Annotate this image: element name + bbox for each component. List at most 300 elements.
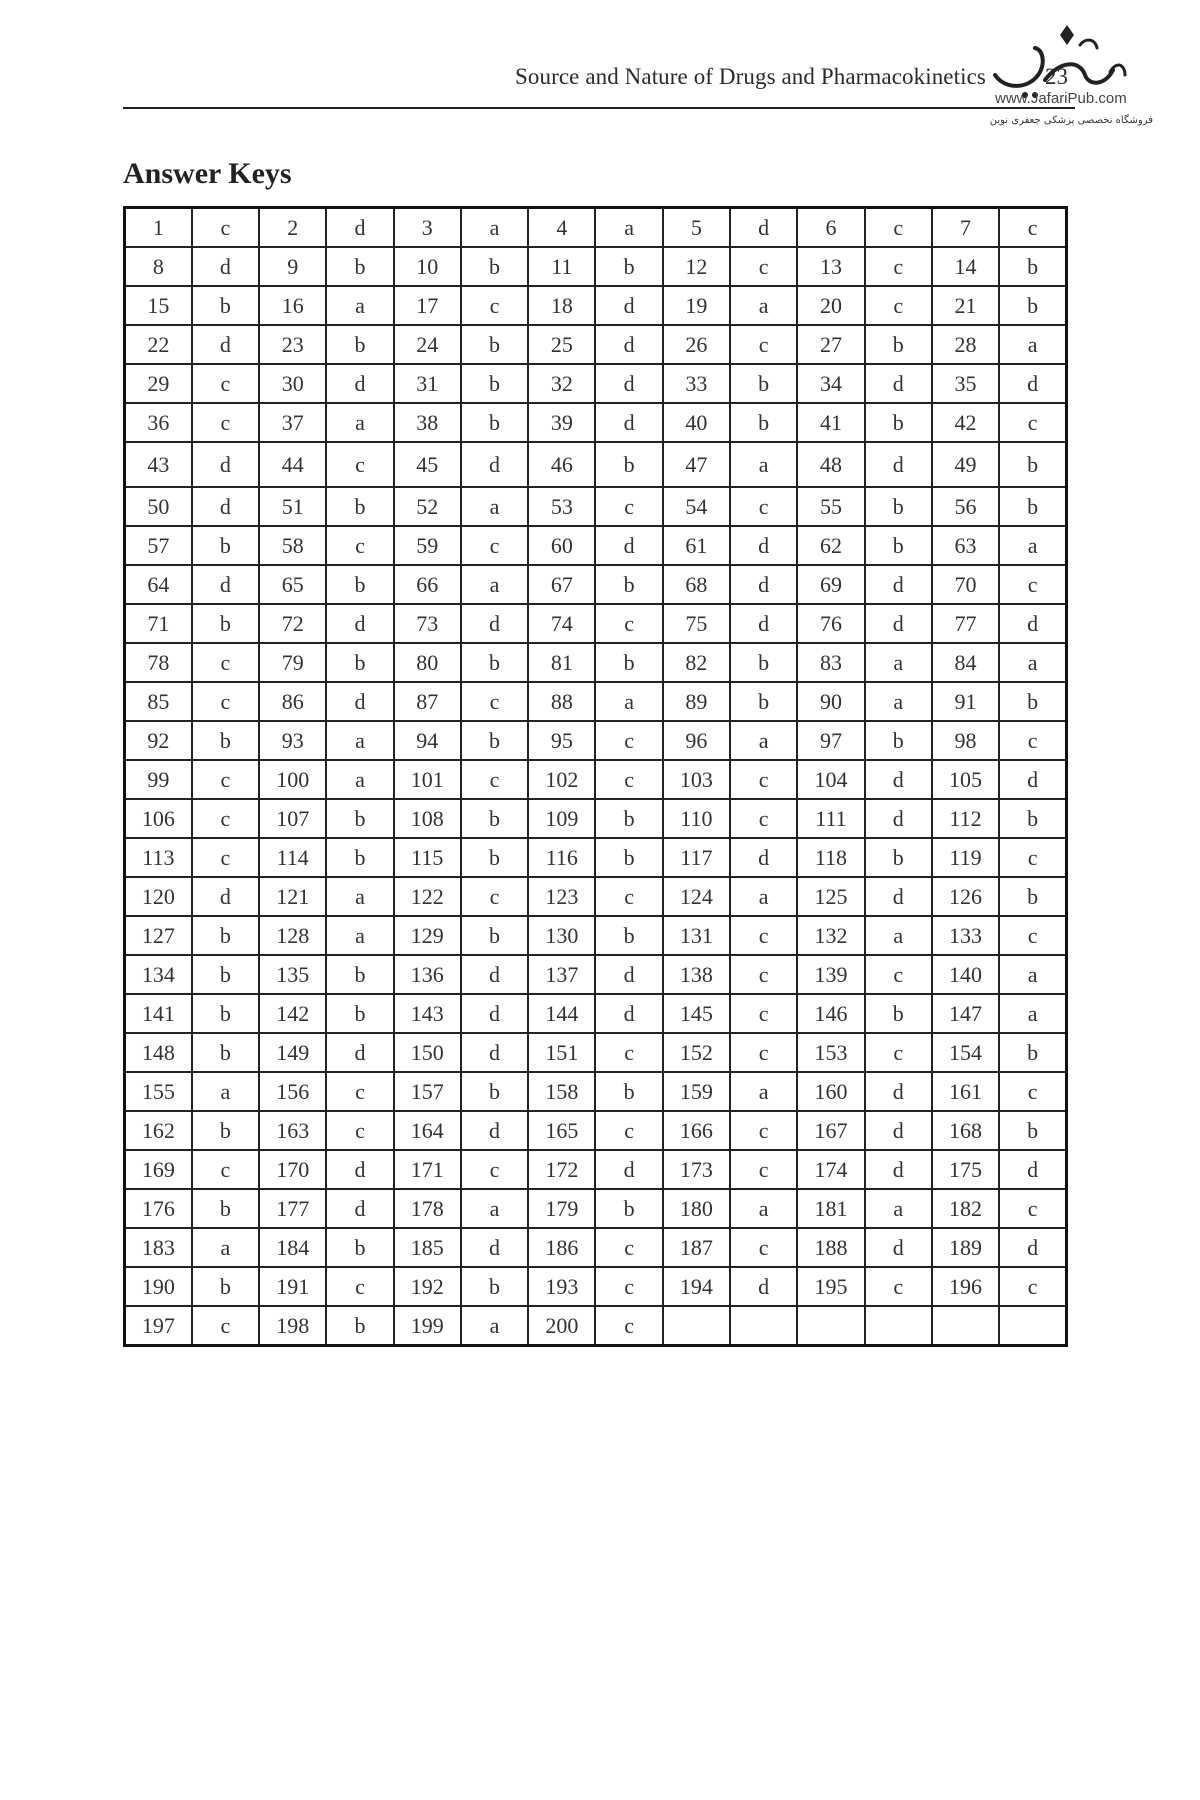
answer-letter: b (865, 994, 932, 1033)
answer-letter: d (865, 799, 932, 838)
question-number: 7 (932, 208, 999, 248)
answer-letter: d (461, 442, 528, 487)
question-number: 36 (125, 403, 192, 442)
answer-letter: c (461, 760, 528, 799)
answer-letter: c (730, 799, 797, 838)
answer-letter: d (326, 604, 393, 643)
answer-letter: a (461, 1189, 528, 1228)
answer-letter: b (999, 1033, 1066, 1072)
question-number: 33 (663, 364, 730, 403)
answer-letter: d (730, 1267, 797, 1306)
answer-letter: c (326, 1111, 393, 1150)
question-number: 101 (394, 760, 461, 799)
answer-letter: a (865, 916, 932, 955)
answer-letter: d (326, 1033, 393, 1072)
answer-letter: a (730, 877, 797, 916)
question-number: 17 (394, 286, 461, 325)
answer-row (125, 799, 1067, 838)
question-number: 119 (932, 838, 999, 877)
answer-letter: b (192, 1189, 259, 1228)
answer-letter: a (192, 1072, 259, 1111)
running-head: Source and Nature of Drugs and Pharmacokinetics (515, 64, 986, 89)
question-number: 61 (663, 526, 730, 565)
question-number: 142 (259, 994, 326, 1033)
answer-letter: d (730, 604, 797, 643)
answer-letter: a (730, 721, 797, 760)
answer-row (125, 760, 1067, 799)
question-number: 187 (663, 1228, 730, 1267)
answer-letter: d (865, 1072, 932, 1111)
question-number: 131 (663, 916, 730, 955)
answer-letter: b (192, 526, 259, 565)
question-number: 50 (125, 487, 192, 526)
answer-letter: b (865, 403, 932, 442)
answer-letter: c (595, 760, 662, 799)
question-number: 138 (663, 955, 730, 994)
question-number: 193 (528, 1267, 595, 1306)
answer-letter: a (730, 442, 797, 487)
answer-letter: c (461, 877, 528, 916)
question-number: 39 (528, 403, 595, 442)
question-number: 54 (663, 487, 730, 526)
answer-letter: c (730, 247, 797, 286)
answer-letter: b (999, 247, 1066, 286)
question-number: 168 (932, 1111, 999, 1150)
answer-letter: d (730, 208, 797, 248)
answer-letter: d (326, 364, 393, 403)
question-number: 133 (932, 916, 999, 955)
answer-letter: c (595, 721, 662, 760)
question-number: 196 (932, 1267, 999, 1306)
question-number: 8 (125, 247, 192, 286)
answer-row (125, 1189, 1067, 1228)
answer-letter: d (595, 403, 662, 442)
question-number: 128 (259, 916, 326, 955)
answer-letter: b (326, 325, 393, 364)
answer-row (125, 1072, 1067, 1111)
question-number: 79 (259, 643, 326, 682)
answer-letter: c (730, 760, 797, 799)
question-number: 82 (663, 643, 730, 682)
question-number: 32 (528, 364, 595, 403)
answer-letter: c (595, 487, 662, 526)
logo-tagline: فروشگاه تخصصی پزشکی جعفری نوین (989, 115, 1153, 126)
answer-letter: a (326, 916, 393, 955)
question-number: 11 (528, 247, 595, 286)
answer-letter: a (999, 955, 1066, 994)
question-number: 199 (394, 1306, 461, 1346)
answer-letter: c (865, 955, 932, 994)
question-number: 155 (125, 1072, 192, 1111)
answer-letter: d (595, 955, 662, 994)
answer-letter: c (192, 760, 259, 799)
answer-letter: a (326, 403, 393, 442)
answer-letter: c (865, 247, 932, 286)
question-number: 197 (125, 1306, 192, 1346)
answer-letter: c (730, 325, 797, 364)
answer-letter: b (999, 877, 1066, 916)
answer-letter: b (326, 487, 393, 526)
answer-row (125, 565, 1067, 604)
answer-letter: b (461, 799, 528, 838)
answer-letter: b (326, 565, 393, 604)
question-number: 84 (932, 643, 999, 682)
question-number: 143 (394, 994, 461, 1033)
question-number: 200 (528, 1306, 595, 1346)
question-number: 89 (663, 682, 730, 721)
question-number: 95 (528, 721, 595, 760)
question-number: 175 (932, 1150, 999, 1189)
question-number: 53 (528, 487, 595, 526)
question-number: 108 (394, 799, 461, 838)
answer-letter: d (595, 1150, 662, 1189)
answer-letter: b (192, 994, 259, 1033)
question-number: 130 (528, 916, 595, 955)
answer-letter: b (326, 838, 393, 877)
question-number: 169 (125, 1150, 192, 1189)
question-number: 109 (528, 799, 595, 838)
answer-row (125, 1111, 1067, 1150)
empty-cell (797, 1306, 864, 1346)
answer-letter: a (999, 526, 1066, 565)
answer-row (125, 487, 1067, 526)
question-number: 49 (932, 442, 999, 487)
answer-letter: d (192, 442, 259, 487)
answer-letter: c (192, 682, 259, 721)
question-number: 29 (125, 364, 192, 403)
question-number: 145 (663, 994, 730, 1033)
answer-letter: b (461, 1267, 528, 1306)
answer-row (125, 877, 1067, 916)
answer-letter: b (326, 247, 393, 286)
answer-letter: b (192, 286, 259, 325)
question-number: 91 (932, 682, 999, 721)
answer-letter: d (865, 1111, 932, 1150)
question-number: 86 (259, 682, 326, 721)
question-number: 181 (797, 1189, 864, 1228)
question-number: 71 (125, 604, 192, 643)
question-number: 30 (259, 364, 326, 403)
question-number: 6 (797, 208, 864, 248)
answer-letter: a (730, 1189, 797, 1228)
answer-letter: c (192, 364, 259, 403)
answer-letter: d (595, 286, 662, 325)
answer-letter: a (865, 682, 932, 721)
empty-cell (999, 1306, 1066, 1346)
question-number: 19 (663, 286, 730, 325)
answer-row (125, 1150, 1067, 1189)
answer-row (125, 442, 1067, 487)
answer-letter: a (730, 286, 797, 325)
answer-letter: b (730, 682, 797, 721)
answer-letter: c (730, 1111, 797, 1150)
answer-letter: b (461, 364, 528, 403)
question-number: 42 (932, 403, 999, 442)
answer-letter: d (865, 364, 932, 403)
question-number: 188 (797, 1228, 864, 1267)
question-number: 183 (125, 1228, 192, 1267)
question-number: 159 (663, 1072, 730, 1111)
question-number: 18 (528, 286, 595, 325)
question-number: 16 (259, 286, 326, 325)
question-number: 180 (663, 1189, 730, 1228)
answer-letter: a (461, 565, 528, 604)
empty-cell (730, 1306, 797, 1346)
answer-letter: d (192, 565, 259, 604)
question-number: 22 (125, 325, 192, 364)
question-number: 41 (797, 403, 864, 442)
question-number: 100 (259, 760, 326, 799)
answer-letter: b (326, 1306, 393, 1346)
answer-row (125, 1306, 1067, 1346)
question-number: 24 (394, 325, 461, 364)
answer-letter: b (999, 286, 1066, 325)
answer-letter: d (865, 565, 932, 604)
answer-letter: a (326, 721, 393, 760)
question-number: 178 (394, 1189, 461, 1228)
question-number: 107 (259, 799, 326, 838)
question-number: 73 (394, 604, 461, 643)
answer-letter: c (865, 1267, 932, 1306)
answer-letter: b (999, 682, 1066, 721)
answer-letter: c (999, 1189, 1066, 1228)
question-number: 132 (797, 916, 864, 955)
answer-letter: c (326, 442, 393, 487)
question-number: 125 (797, 877, 864, 916)
question-number: 136 (394, 955, 461, 994)
answer-letter: a (999, 994, 1066, 1033)
answer-letter: b (730, 364, 797, 403)
question-number: 140 (932, 955, 999, 994)
question-number: 194 (663, 1267, 730, 1306)
answer-letter: b (595, 916, 662, 955)
answer-row (125, 526, 1067, 565)
question-number: 21 (932, 286, 999, 325)
question-number: 48 (797, 442, 864, 487)
answer-letter: b (461, 838, 528, 877)
question-number: 97 (797, 721, 864, 760)
answer-letter: c (192, 643, 259, 682)
question-number: 3 (394, 208, 461, 248)
answer-letter: b (461, 247, 528, 286)
question-number: 170 (259, 1150, 326, 1189)
question-number: 57 (125, 526, 192, 565)
answer-letter: d (999, 364, 1066, 403)
question-number: 92 (125, 721, 192, 760)
answer-letter: d (595, 325, 662, 364)
answer-letter: d (865, 877, 932, 916)
question-number: 153 (797, 1033, 864, 1072)
answer-letter: b (999, 799, 1066, 838)
answer-letter: a (192, 1228, 259, 1267)
answer-letter: b (865, 721, 932, 760)
question-number: 161 (932, 1072, 999, 1111)
answer-letter: c (192, 208, 259, 248)
answer-letter: c (730, 994, 797, 1033)
answer-letter: d (326, 208, 393, 248)
question-number: 75 (663, 604, 730, 643)
question-number: 10 (394, 247, 461, 286)
question-number: 59 (394, 526, 461, 565)
question-number: 38 (394, 403, 461, 442)
answer-letter: b (192, 1111, 259, 1150)
question-number: 80 (394, 643, 461, 682)
answer-letter: d (595, 364, 662, 403)
answer-letter: d (192, 877, 259, 916)
answer-letter: c (326, 1267, 393, 1306)
answer-row (125, 1228, 1067, 1267)
question-number: 66 (394, 565, 461, 604)
question-number: 26 (663, 325, 730, 364)
empty-cell (663, 1306, 730, 1346)
answer-letter: c (999, 1267, 1066, 1306)
question-number: 103 (663, 760, 730, 799)
answer-letter: b (461, 643, 528, 682)
answer-letter: c (999, 916, 1066, 955)
question-number: 45 (394, 442, 461, 487)
question-number: 124 (663, 877, 730, 916)
answer-letter: c (730, 1033, 797, 1072)
question-number: 158 (528, 1072, 595, 1111)
question-number: 151 (528, 1033, 595, 1072)
question-number: 90 (797, 682, 864, 721)
question-number: 173 (663, 1150, 730, 1189)
question-number: 195 (797, 1267, 864, 1306)
question-number: 81 (528, 643, 595, 682)
answer-letter: b (326, 994, 393, 1033)
answer-letter: d (461, 1111, 528, 1150)
question-number: 12 (663, 247, 730, 286)
answer-letter: c (730, 1150, 797, 1189)
question-number: 129 (394, 916, 461, 955)
answer-letter: b (595, 565, 662, 604)
question-number: 37 (259, 403, 326, 442)
answer-letter: b (192, 1267, 259, 1306)
answer-letter: a (326, 877, 393, 916)
answer-letter: c (192, 1306, 259, 1346)
answer-letter: d (730, 526, 797, 565)
question-number: 104 (797, 760, 864, 799)
answer-letter: a (730, 1072, 797, 1111)
answer-letter: b (461, 1072, 528, 1111)
question-number: 171 (394, 1150, 461, 1189)
question-number: 85 (125, 682, 192, 721)
question-number: 137 (528, 955, 595, 994)
answer-letter: c (192, 1150, 259, 1189)
answer-letter: c (461, 286, 528, 325)
answer-letter: c (192, 838, 259, 877)
question-number: 106 (125, 799, 192, 838)
question-number: 51 (259, 487, 326, 526)
answer-letter: b (595, 247, 662, 286)
question-number: 192 (394, 1267, 461, 1306)
question-number: 114 (259, 838, 326, 877)
answer-letter: d (999, 1150, 1066, 1189)
question-number: 154 (932, 1033, 999, 1072)
answer-key-body (125, 208, 1067, 1346)
answer-letter: d (192, 247, 259, 286)
answer-letter: c (461, 682, 528, 721)
question-number: 148 (125, 1033, 192, 1072)
question-number: 191 (259, 1267, 326, 1306)
question-number: 184 (259, 1228, 326, 1267)
answer-letter: b (865, 838, 932, 877)
answer-letter: c (595, 604, 662, 643)
answer-letter: b (999, 1111, 1066, 1150)
answer-letter: a (595, 208, 662, 248)
answer-letter: c (730, 1228, 797, 1267)
answer-letter: c (595, 1306, 662, 1346)
question-number: 164 (394, 1111, 461, 1150)
question-number: 121 (259, 877, 326, 916)
question-number: 74 (528, 604, 595, 643)
question-number: 139 (797, 955, 864, 994)
answer-letter: d (999, 1228, 1066, 1267)
answer-row (125, 838, 1067, 877)
question-number: 147 (932, 994, 999, 1033)
answer-letter: d (865, 1150, 932, 1189)
answer-row (125, 994, 1067, 1033)
answer-letter: b (595, 799, 662, 838)
answer-letter: d (865, 760, 932, 799)
question-number: 112 (932, 799, 999, 838)
answer-letter: b (461, 721, 528, 760)
question-number: 93 (259, 721, 326, 760)
answer-letter: c (595, 877, 662, 916)
question-number: 176 (125, 1189, 192, 1228)
question-number: 27 (797, 325, 864, 364)
question-number: 87 (394, 682, 461, 721)
answer-letter: b (192, 721, 259, 760)
answer-letter: b (595, 643, 662, 682)
question-number: 157 (394, 1072, 461, 1111)
answer-row (125, 916, 1067, 955)
answer-letter: b (326, 1228, 393, 1267)
question-number: 117 (663, 838, 730, 877)
answer-letter: d (865, 604, 932, 643)
question-number: 111 (797, 799, 864, 838)
answer-letter: c (461, 526, 528, 565)
answer-letter: c (730, 487, 797, 526)
question-number: 110 (663, 799, 730, 838)
answer-letter: b (865, 526, 932, 565)
question-number: 34 (797, 364, 864, 403)
answer-letter: a (461, 1306, 528, 1346)
answer-letter: b (595, 442, 662, 487)
question-number: 156 (259, 1072, 326, 1111)
question-number: 116 (528, 838, 595, 877)
answer-letter: c (595, 1228, 662, 1267)
question-number: 5 (663, 208, 730, 248)
question-number: 113 (125, 838, 192, 877)
question-number: 167 (797, 1111, 864, 1150)
question-number: 166 (663, 1111, 730, 1150)
answer-letter: c (730, 916, 797, 955)
question-number: 55 (797, 487, 864, 526)
answer-letter: c (461, 1150, 528, 1189)
answer-letter: c (595, 1111, 662, 1150)
question-number: 77 (932, 604, 999, 643)
question-number: 123 (528, 877, 595, 916)
answer-letter: a (461, 487, 528, 526)
answer-letter: d (326, 1150, 393, 1189)
answer-letter: d (461, 955, 528, 994)
answer-letter: a (326, 760, 393, 799)
question-number: 189 (932, 1228, 999, 1267)
answer-row (125, 247, 1067, 286)
answer-letter: c (730, 955, 797, 994)
answer-letter: d (461, 994, 528, 1033)
